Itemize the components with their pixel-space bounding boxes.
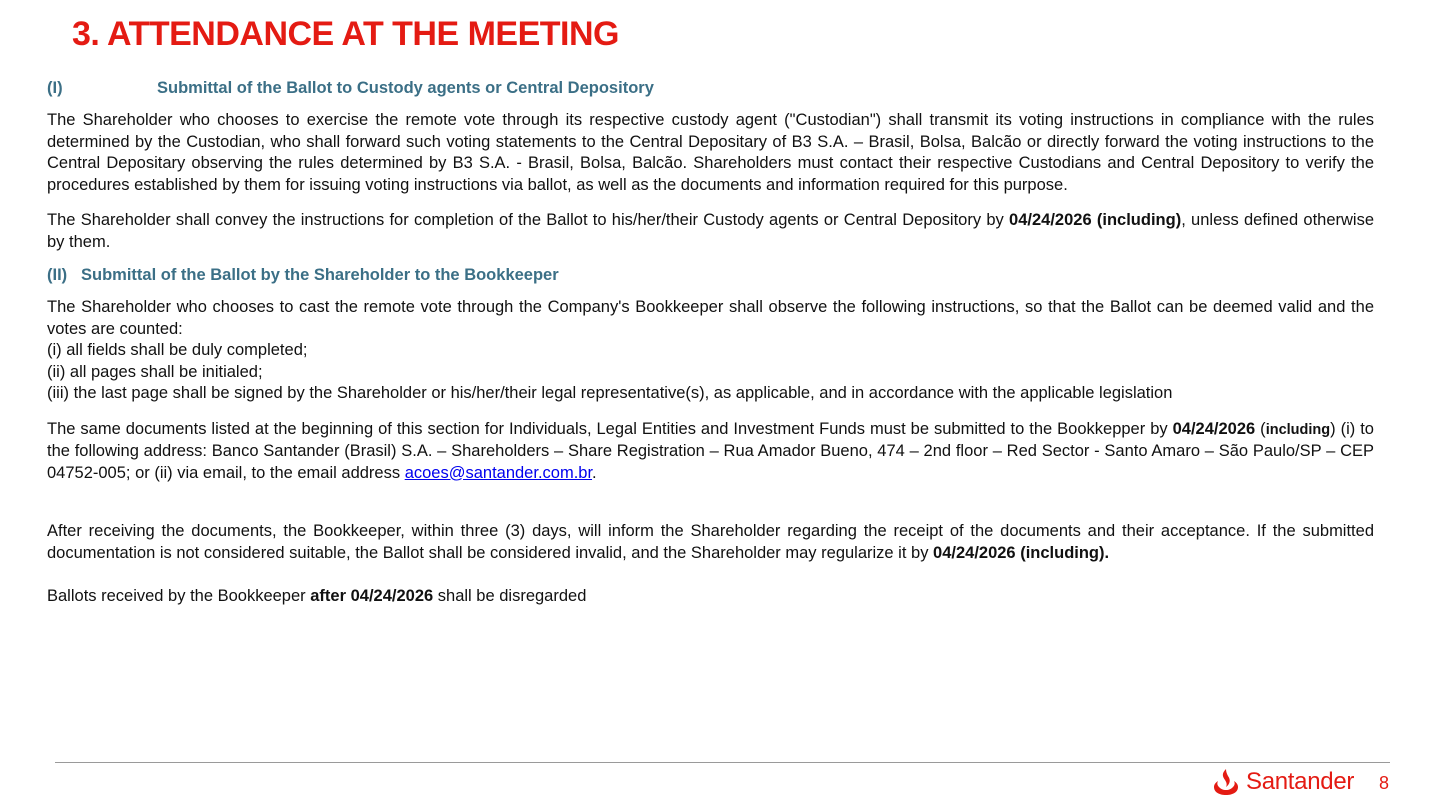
instruction-item: (iii) the last page shall be signed by the Shareholder or his/her/their legal representative(s), as applicable, and in accordance with the applicable legislation [47,384,1173,402]
custody-deadline-paragraph: The Shareholder shall convey the instructions for completion of the Ballot to his/her/their Custody agents or Central Depository by 04/24/2026 (including), unless defined otherwise by them. [47,211,1375,251]
receipt-paragraph: After receiving the documents, the Bookkeeper, within three (3) days, will inform the Shareholder regarding the receipt of the documents and their acceptance. If the submitted documentation is not considered suitable, the Ballot shall be considered invalid, and the Shareholder may regularize it by 04/24/2026 (including). [47,522,1374,562]
santander-flame-icon [1212,768,1240,796]
section-title: Submittal of the Ballot to Custody agents or Central Depository [157,79,654,97]
main-content [47,76,1374,608]
instruction-item: (i) all fields shall be duly completed; [47,341,308,359]
santander-logo [1212,766,1354,798]
instruction-item: (ii) all pages shall be initialed; [47,362,263,381]
section-number: (II) [47,266,68,284]
bookkeeper-intro-paragraph: The Shareholder who chooses to cast the remote vote through the Company's Bookkeeper shall observe the following instructions, so that the Ballot can be deemed valid and the votes are counted: [47,298,1374,338]
section-title: Submittal of the Ballot by the Shareholder to the Bookkeeper [81,266,559,284]
section-number: (I) [47,79,63,97]
late-ballots-paragraph: Ballots received by the Bookkeeper after 04/24/2026 shall be disregarded [47,587,587,605]
section-heading-bookkeeper [47,263,1374,287]
deadline-date: 04/24/2026 (including) [1009,211,1182,229]
page-number: 8 [1379,773,1390,793]
documents-paragraph: The same documents listed at the beginning of this section for Individuals, Legal Entities and Investment Funds must be submitted to the Bookkepper by 04/24/2026 (including) (i) to the following address: Banco Santander (Brasil) S.A. – Shareholders – Share Registration – Rua Amador Bueno, 474 – 2nd floor – Red Sector - Santo Amaro – São Paulo/SP – CEP 04752-005; or (ii) via email, to the email address acoes@santander.com.br. [47,419,1374,482]
page-title: 3. ATTENDANCE AT THE MEETING [72,15,619,53]
brand-name: Santander [1246,768,1355,795]
including-label: including [1265,421,1331,438]
deadline-date: 04/24/2026 (including). [933,543,1110,562]
deadline-date: 04/24/2026 [1172,419,1256,438]
custodian-paragraph: The Shareholder who chooses to exercise the remote vote through its respective custody agent ("Custodian") shall transmit its voting instructions in compliance with the rules determined by the Custodian, who shall forward such voting statements to the Central Depositary of B3 S.A. – Brasil, Bolsa, Balcão or directly forward the voting instructions to the Central Depositary observing the rules determined by B3 S.A. - Brasil, Bolsa, Balcão. Shareholders must contact their respective Custodians and Central Depository to verify the procedures established by them for issuing voting instructions via ballot, as well as the documents and information required for this purpose. [47,111,1374,194]
email-link[interactable]: acoes@santander.com.br [404,463,593,482]
section-heading-custody [47,76,1374,100]
footer-divider [55,762,1390,763]
deadline-date: after 04/24/2026 [310,587,434,605]
